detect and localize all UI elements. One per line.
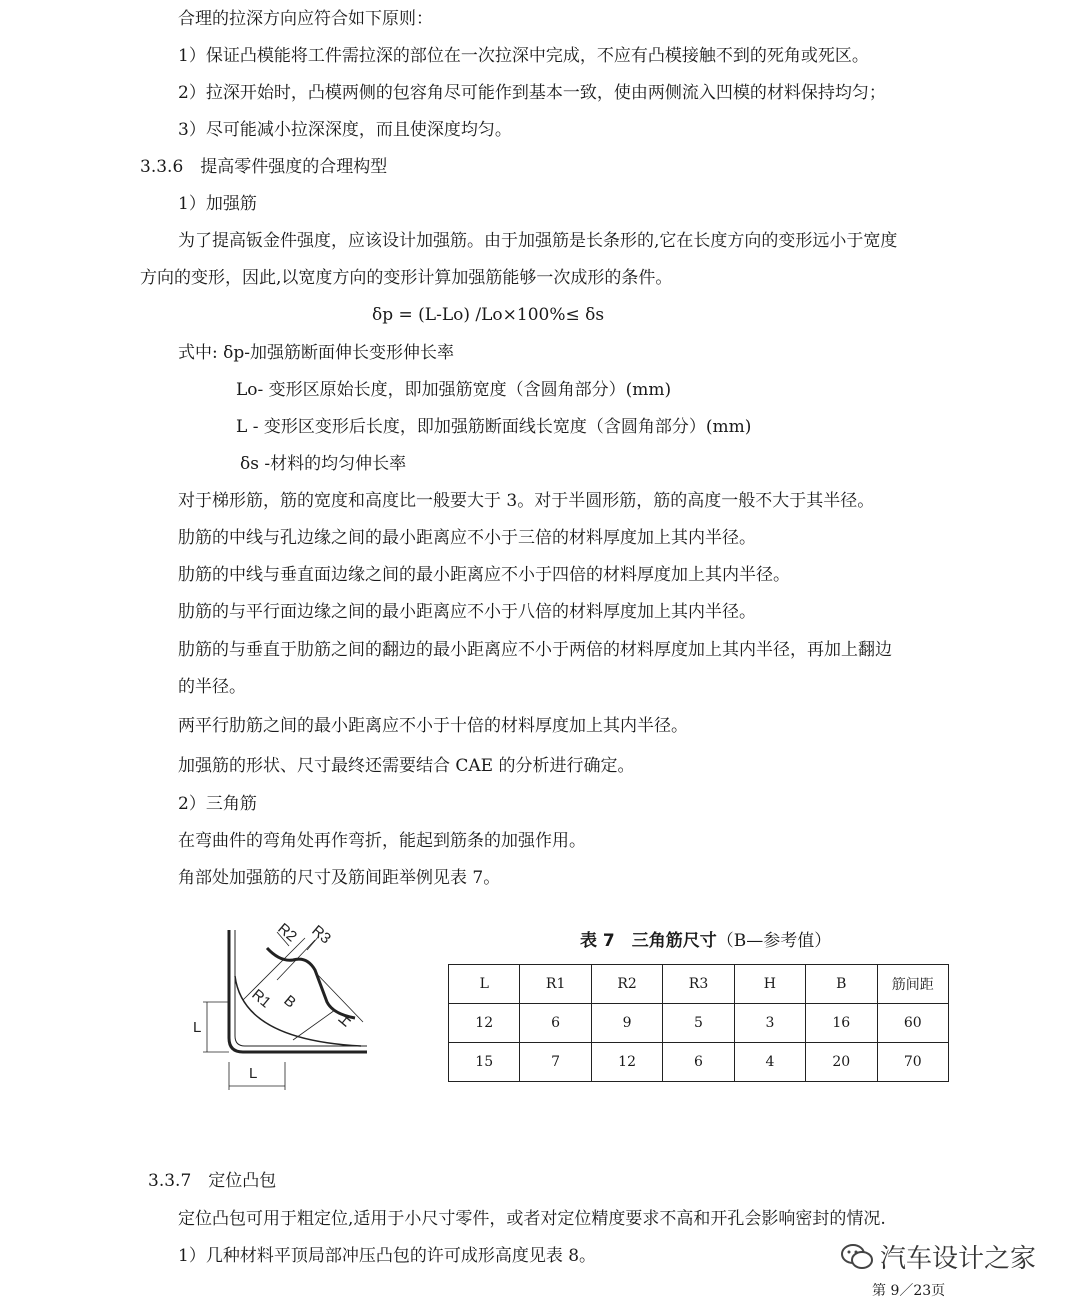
table-cell: 12	[449, 1004, 520, 1043]
text-line: 加强筋的形状、尺寸最终还需要结合 CAE 的分析进行确定。	[178, 756, 635, 776]
table-cell: 60	[877, 1004, 948, 1043]
page-number: 第 9／23页	[872, 1283, 946, 1299]
table-header-cell: R3	[663, 965, 734, 1004]
formula: δp = (L-Lo) /Lo×100%≤ δs	[372, 305, 605, 325]
text-line: L - 变形区变形后长度，即加强筋断面线长宽度（含圆角部分）(mm)	[236, 417, 752, 437]
section-heading: 3.3.7 定位凸包	[148, 1171, 277, 1191]
text-line: 方向的变形，因此,以宽度方向的变形计算加强筋能够一次成形的条件。	[140, 268, 673, 288]
text-line: 的半径。	[178, 677, 246, 697]
subsection-heading: 2）三角筋	[178, 794, 257, 814]
table-header-cell: L	[449, 965, 520, 1004]
triangular-rib-figure	[185, 910, 395, 1100]
text-line: 对于梯形筋，筋的宽度和高度比一般要大于 3。对于半圆形筋，筋的高度一般不大于其半径。	[178, 491, 875, 511]
table-caption	[580, 926, 831, 951]
text-line: 肋筋的与平行面边缘之间的最小距离应不小于八倍的材料厚度加上其内半径。	[178, 602, 756, 622]
table-cell: 6	[520, 1004, 591, 1043]
figure-label-r2: R2	[274, 920, 301, 946]
text-line: 式中: δp-加强筋断面伸长变形伸长率	[178, 343, 454, 363]
table-cell: 70	[877, 1043, 948, 1082]
table-row	[449, 1004, 949, 1043]
figure-label-l-vertical: L	[193, 1019, 202, 1036]
text-line: 肋筋的中线与孔边缘之间的最小距离应不小于三倍的材料厚度加上其内半径。	[178, 528, 756, 548]
text-line: 为了提高钣金件强度，应该设计加强筋。由于加强筋是长条形的,它在长度方向的变形远小于宽度	[178, 231, 898, 251]
table-cell: 6	[663, 1043, 734, 1082]
table-header-row	[449, 965, 949, 1004]
table-header-cell: 筋间距	[877, 965, 948, 1004]
text-line: 1）几种材料平顶局部冲压凸包的许可成形高度见表 8。	[178, 1246, 597, 1266]
table-cell: 16	[806, 1004, 877, 1043]
table-cell: 15	[449, 1043, 520, 1082]
table-header-cell: B	[806, 965, 877, 1004]
figure-label-h: H	[335, 1011, 356, 1031]
figure-label-l-horizontal: L	[249, 1065, 258, 1082]
table-header-cell: R1	[520, 965, 591, 1004]
text-line: 定位凸包可用于粗定位,适用于小尺寸零件，或者对定位精度要求不高和开孔会影响密封的情况.	[178, 1209, 886, 1229]
rib-dimension-table	[448, 964, 949, 1082]
table-cell: 4	[734, 1043, 805, 1082]
table-caption-title: 表 7 三角筋尺寸	[580, 931, 717, 951]
subsection-heading: 1）加强筋	[178, 194, 257, 214]
text-line: 在弯曲件的弯角处再作弯折，能起到筋条的加强作用。	[178, 831, 586, 851]
table-cell: 20	[806, 1043, 877, 1082]
table-cell: 9	[591, 1004, 662, 1043]
table-caption-note: （B—参考值）	[716, 931, 832, 951]
text-line: 合理的拉深方向应符合如下原则：	[178, 9, 433, 29]
table-header-cell: H	[734, 965, 805, 1004]
text-line: 角部处加强筋的尺寸及筋间距举例见表 7。	[178, 868, 501, 888]
text-line: Lo- 变形区原始长度，即加强筋宽度（含圆角部分）(mm)	[236, 380, 672, 400]
text-line: 两平行肋筋之间的最小距离应不小于十倍的材料厚度加上其内半径。	[178, 716, 688, 736]
table-cell: 7	[520, 1043, 591, 1082]
watermark	[840, 1238, 1060, 1274]
table-header-cell: R2	[591, 965, 662, 1004]
text-line: 肋筋的与垂直于肋筋之间的翻边的最小距离应不小于两倍的材料厚度加上其内半径，再加上翻边	[178, 640, 892, 660]
text-line: 3）尽可能减小拉深深度，而且使深度均匀。	[178, 120, 512, 140]
table-cell: 12	[591, 1043, 662, 1082]
text-line: 肋筋的中线与垂直面边缘之间的最小距离应不小于四倍的材料厚度加上其内半径。	[178, 565, 790, 585]
text-line: 1）保证凸模能将工件需拉深的部位在一次拉深中完成，不应有凸模接触不到的死角或死区。	[178, 46, 869, 66]
watermark-text: 汽车设计之家	[880, 1244, 1037, 1274]
figure-label-r1: R1	[248, 986, 275, 1012]
table-cell: 5	[663, 1004, 734, 1043]
figure-label-b: B	[280, 992, 300, 1012]
text-line: 2）拉深开始时，凸模两侧的包容角尽可能作到基本一致，使由两侧流入凹模的材料保持均匀；	[178, 83, 886, 103]
wechat-icon	[840, 1242, 874, 1272]
text-line: δs -材料的均匀伸长率	[240, 454, 407, 474]
section-heading: 3.3.6 提高零件强度的合理构型	[140, 157, 388, 177]
table-row	[449, 1043, 949, 1082]
table-cell: 3	[734, 1004, 805, 1043]
figure-label-r3: R3	[308, 922, 335, 948]
